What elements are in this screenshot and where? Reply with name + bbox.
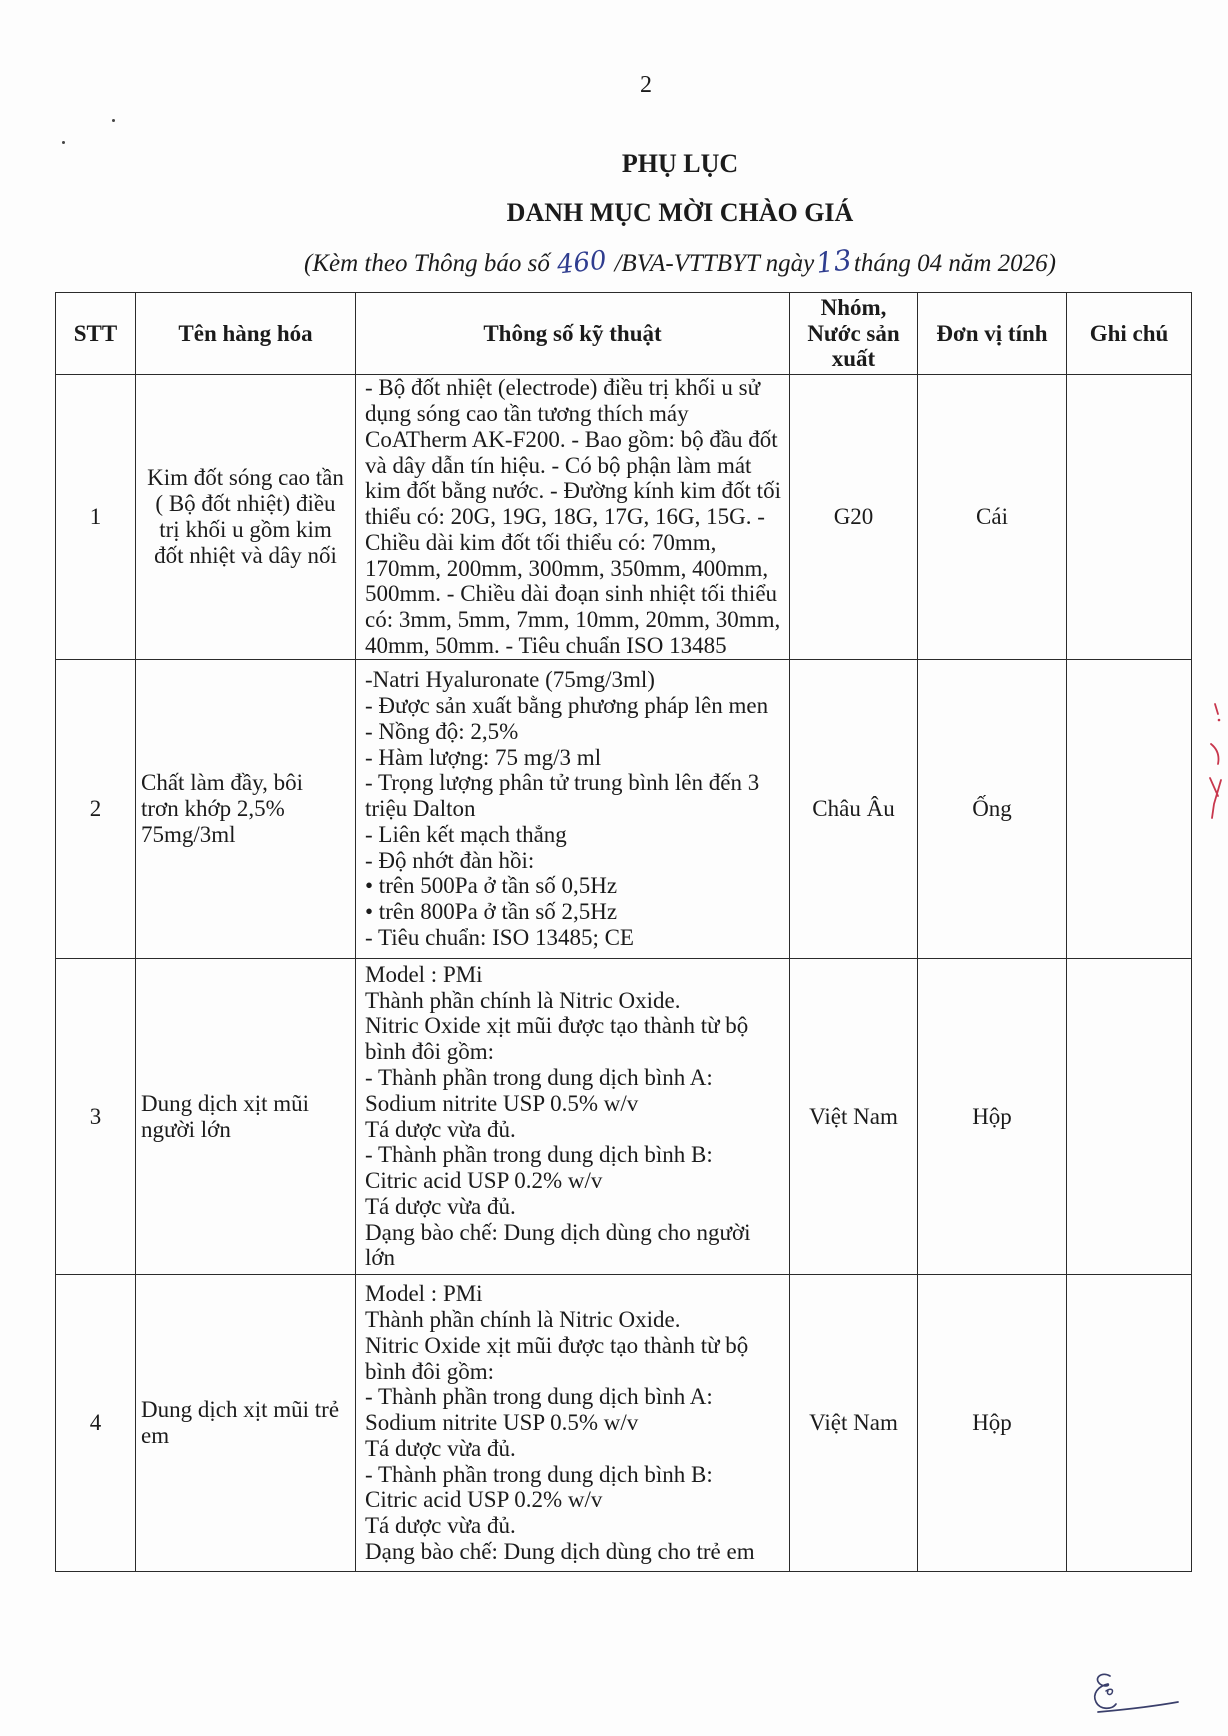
unit-cell: Hộp	[918, 959, 1067, 1275]
item-name-line: Chất làm đầy, bôi	[141, 770, 304, 796]
spec-line: Citric acid USP 0.2% w/v	[365, 1168, 603, 1194]
item-name-cell	[136, 660, 356, 959]
item-name-line: Kim đốt sóng cao tần	[147, 465, 344, 491]
handwritten-notice-number: 460	[555, 245, 608, 281]
spec-line: - Bộ đốt nhiệt (electrode) điều trị khối u sử	[365, 375, 761, 401]
header-note: Ghi chú	[1067, 293, 1192, 375]
spec-line: - Được sản xuất bằng phương pháp lên men	[365, 692, 769, 718]
spec-line: - Nồng độ: 2,5%	[365, 718, 519, 744]
header-specs: Thông số kỹ thuật	[356, 293, 790, 375]
spec-line: Tá dược vừa đủ.	[365, 1116, 516, 1142]
reference-suffix: tháng 04 năm 2026)	[853, 250, 1056, 277]
spec-line: 40mm, 50mm. - Tiêu chuẩn ISO 13485	[365, 633, 727, 659]
unit-cell: Cái	[918, 375, 1067, 660]
spec-line: Thành phần chính là Nitric Oxide.	[365, 1306, 681, 1332]
header-row	[56, 293, 1192, 375]
spec-line: Tá dược vừa đủ.	[365, 1193, 516, 1219]
margin-pen-mark	[1206, 700, 1226, 850]
spec-line: Model : PMi	[365, 1281, 483, 1307]
spec-line: Model : PMi	[365, 961, 483, 987]
item-name-line: ( Bộ đốt nhiệt) điều	[155, 491, 336, 517]
page-number: 2	[640, 72, 652, 98]
table-row	[56, 375, 1192, 660]
spec-line: - Liên kết mạch thẳng	[365, 821, 567, 847]
spec-line: • trên 500Pa ở tần số 0,5Hz	[365, 873, 618, 899]
item-name-cell	[136, 959, 356, 1275]
spec-line: Dạng bào chế: Dung dịch dùng cho người	[365, 1219, 751, 1245]
item-name-line: Dung dịch xịt mũi	[141, 1090, 310, 1116]
spec-line: Dạng bào chế: Dung dịch dùng cho trẻ em	[365, 1539, 755, 1565]
origin-cell: Việt Nam	[790, 959, 918, 1275]
spec-line: - Tiêu chuẩn: ISO 13485; CE	[365, 925, 634, 951]
spec-line: triệu Dalton	[365, 796, 476, 822]
spec-line: lớn	[365, 1245, 396, 1271]
origin-cell: Việt Nam	[790, 1275, 918, 1572]
item-name-line: trị khối u gồm kim	[159, 517, 332, 542]
spec-cell	[356, 660, 790, 959]
item-name-lines	[136, 465, 355, 568]
spec-lines	[365, 962, 789, 1272]
note-cell	[1067, 660, 1192, 959]
reference-line	[200, 245, 1160, 281]
note-cell	[1067, 959, 1192, 1275]
document-subtitle: DANH MỤC MỜI CHÀO GIÁ	[506, 198, 854, 227]
reference-middle: /BVA-VTTBYT ngày	[614, 250, 815, 277]
spec-line: Thành phần chính là Nitric Oxide.	[365, 987, 681, 1013]
spec-cell	[356, 1275, 790, 1572]
spec-line: Nitric Oxide xịt mũi được tạo thành từ bộ	[365, 1332, 749, 1358]
note-cell	[1067, 375, 1192, 660]
spec-line: 500mm. - Chiều dài đoạn sinh nhiệt tối thiểu	[365, 581, 778, 607]
spec-line: thiểu có: 20G, 19G, 18G, 17G, 16G, 15G. -	[365, 504, 765, 530]
spec-line: có: 3mm, 5mm, 7mm, 10mm, 20mm, 30mm,	[365, 607, 781, 633]
table-row	[56, 1275, 1192, 1572]
header-origin-lines	[790, 295, 917, 372]
item-name-cell	[136, 1275, 356, 1572]
spec-line: Chiều dài kim đốt tối thiểu có: 70mm,	[365, 529, 717, 555]
item-name-line: 75mg/3ml	[141, 821, 236, 847]
spec-line: kim đốt bằng nước. - Đường kính kim đốt tối	[365, 478, 781, 504]
item-name-lines	[141, 1397, 355, 1449]
reference-prefix: (Kèm theo Thông báo số	[304, 250, 550, 277]
spec-line: Citric acid USP 0.2% w/v	[365, 1487, 603, 1513]
header-stt: STT	[56, 293, 136, 375]
spec-line: CoATherm AK-F200. - Bao gồm: bộ đầu đốt	[365, 426, 778, 452]
row-stt: 3	[56, 959, 136, 1275]
spec-line: -Natri Hyaluronate (75mg/3ml)	[365, 667, 655, 693]
row-stt: 2	[56, 660, 136, 959]
spec-line: và dây dẫn tín hiệu. - Có bộ phận làm mát	[365, 452, 752, 478]
spec-line: Sodium nitrite USP 0.5% w/v	[365, 1410, 639, 1436]
scan-speck	[112, 119, 115, 122]
header-unit: Đơn vị tính	[918, 293, 1067, 375]
row-stt: 4	[56, 1275, 136, 1572]
row-stt: 1	[56, 375, 136, 660]
item-name-cell	[136, 375, 356, 660]
spec-line: - Hàm lượng: 75 mg/3 ml	[365, 744, 602, 770]
origin-cell: Châu Âu	[790, 660, 918, 959]
item-name-line: người lớn	[141, 1116, 231, 1142]
spec-line: - Thành phần trong dung dịch bình A:	[365, 1064, 713, 1090]
scan-speck	[62, 141, 65, 144]
spec-cell	[356, 375, 790, 660]
spec-line: • trên 800Pa ở tần số 2,5Hz	[365, 899, 618, 925]
spec-cell	[356, 959, 790, 1275]
header-item-name: Tên hàng hóa	[136, 293, 356, 375]
spec-line: Sodium nitrite USP 0.5% w/v	[365, 1090, 639, 1116]
item-name-line: đốt nhiệt và dây nối	[154, 542, 337, 568]
spec-line: Nitric Oxide xịt mũi được tạo thành từ bộ	[365, 1013, 749, 1039]
signature-initial	[1080, 1660, 1190, 1725]
item-name-lines	[141, 1091, 355, 1143]
spec-line: - Thành phần trong dung dịch bình B:	[365, 1142, 713, 1168]
item-name-line: trơn khớp 2,5%	[141, 796, 285, 822]
spec-line: - Thành phần trong dung dịch bình A:	[365, 1384, 713, 1410]
spec-line: 170mm, 200mm, 300mm, 350mm, 400mm,	[365, 555, 769, 581]
header-origin-line: Nước sản	[807, 320, 900, 346]
spec-line: - Thành phần trong dung dịch bình B:	[365, 1461, 713, 1487]
header-origin-line: xuất	[831, 346, 876, 372]
header-origin	[790, 293, 918, 375]
unit-cell: Ống	[918, 660, 1067, 959]
item-name-line: Dung dịch xịt mũi trẻ	[141, 1397, 340, 1423]
spec-lines	[365, 1281, 789, 1565]
price-request-table	[55, 292, 1192, 1572]
spec-line: bình đôi gồm:	[365, 1039, 495, 1065]
spec-line: dụng sóng cao tần tương thích máy	[365, 400, 689, 426]
origin-cell: G20	[790, 375, 918, 660]
spec-lines	[365, 667, 789, 951]
spec-line: Tá dược vừa đủ.	[365, 1513, 516, 1539]
item-name-line: em	[141, 1423, 170, 1448]
handwritten-day: 13	[814, 243, 854, 280]
unit-cell: Hộp	[918, 1275, 1067, 1572]
note-cell	[1067, 1275, 1192, 1572]
header-origin-line: Nhóm,	[820, 294, 887, 320]
document-title: PHỤ LỤC	[621, 149, 739, 178]
spec-lines	[365, 375, 789, 659]
item-name-lines	[141, 770, 355, 847]
table-row	[56, 660, 1192, 959]
spec-line: Tá dược vừa đủ.	[365, 1435, 516, 1461]
spec-line: bình đôi gồm:	[365, 1358, 495, 1384]
spec-line: - Độ nhớt đàn hồi:	[365, 847, 535, 873]
table-row	[56, 959, 1192, 1275]
spec-line: - Trọng lượng phân tử trung bình lên đến 3	[365, 770, 760, 796]
